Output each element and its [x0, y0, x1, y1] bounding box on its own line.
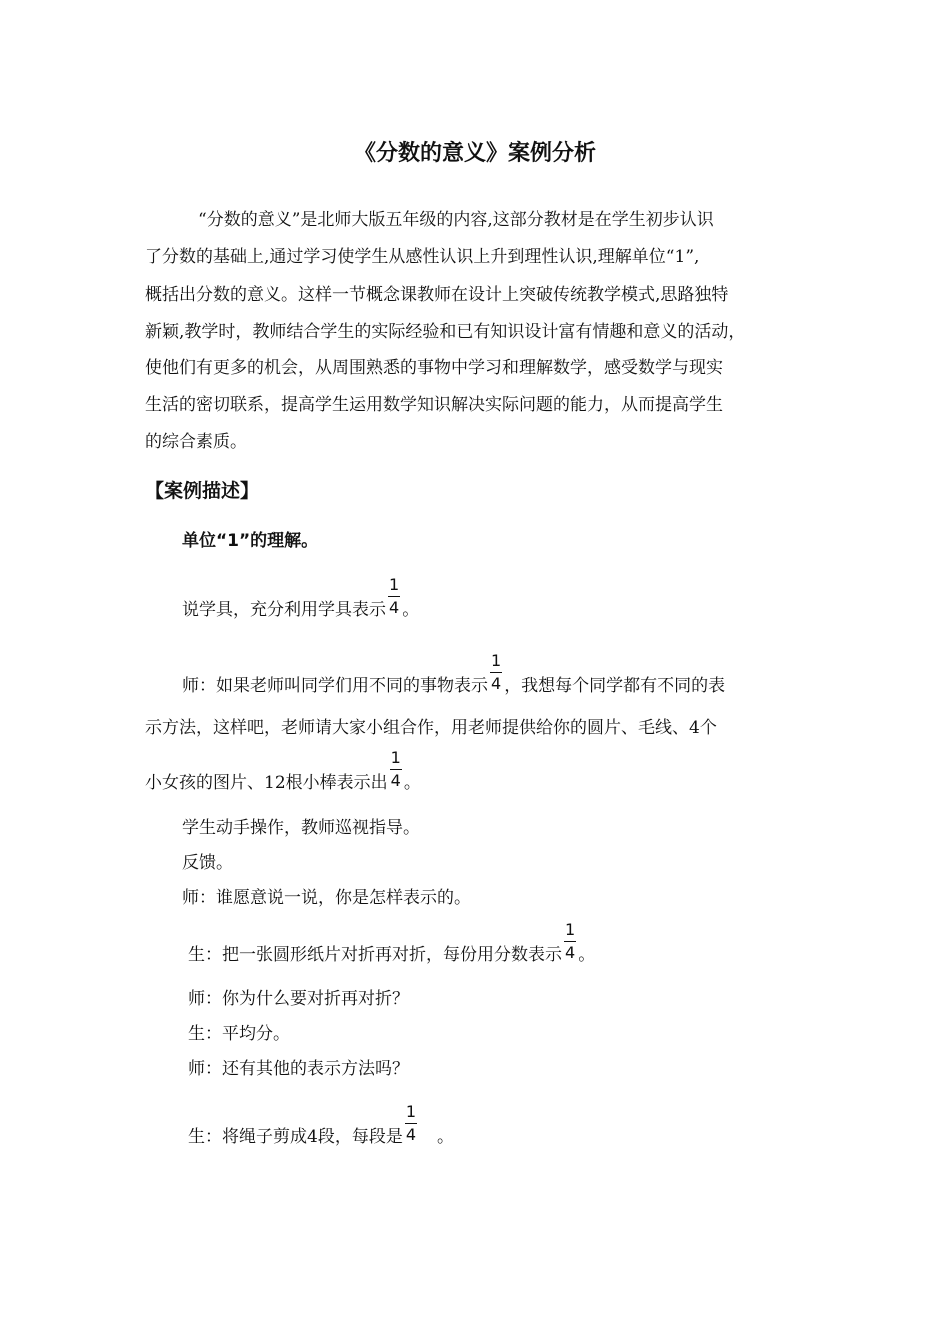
line-text: 。: [403, 773, 421, 793]
line-text: 师：如果老师叫同学们用不同的事物表示: [182, 676, 488, 696]
fraction-denominator: 4: [405, 1125, 417, 1144]
fraction-bar: [390, 769, 402, 770]
dialogue-line: 示方法，这样吧，老师请大家小组合作，用老师提供给你的圆片、毛线、4个: [145, 718, 717, 738]
dialogue-line: [182, 651, 726, 707]
fraction-numerator: 1: [390, 748, 401, 767]
fraction-bar: [564, 941, 576, 942]
section-heading: 【案例描述】: [145, 480, 260, 502]
dialogue-line: [182, 575, 420, 631]
intro-line: 新颖,教学时，教师结合学生的实际经验和已有知识设计富有情趣和意义的活动，: [145, 322, 746, 342]
line-text: 生：将绳子剪成4段，每段是: [188, 1127, 403, 1147]
fraction-numerator: 1: [389, 575, 400, 594]
fraction-one-quarter: [564, 921, 576, 962]
fraction-bar: [388, 596, 400, 597]
fraction-one-quarter: [490, 652, 502, 693]
line-text: 生：把一张圆形纸片对折再对折，每份用分数表示: [188, 945, 562, 965]
intro-line: 生活的密切联系，提高学生运用数学知识解决实际问题的能力，从而提高学生: [145, 395, 723, 415]
dialogue-line: 师：你为什么要对折再对折？: [188, 989, 409, 1009]
fraction-bar: [405, 1123, 417, 1124]
line-text: ，我想每个同学都有不同的表: [504, 676, 726, 696]
line-text: 小女孩的图片、12根小棒表示出: [145, 773, 388, 793]
line-text: 。: [402, 600, 420, 620]
intro-line: “分数的意义”是北师大版五年级的内容,这部分教材是在学生初步认识: [198, 210, 714, 230]
fraction-bar: [490, 672, 502, 673]
dialogue-line: 生：平均分。: [188, 1024, 290, 1044]
page-title: 《分数的意义》案例分析: [353, 141, 596, 166]
fraction-one-quarter: [405, 1103, 417, 1144]
line-text: 。: [578, 945, 596, 965]
dialogue-line: 反馈。: [182, 853, 233, 873]
fraction-numerator: 1: [405, 1102, 417, 1121]
dialogue-line: [188, 1102, 455, 1158]
fraction-denominator: 4: [389, 598, 400, 617]
fraction-one-quarter: [390, 749, 402, 790]
fraction-denominator: 4: [565, 943, 576, 962]
dialogue-line: 师：谁愿意说一说，你是怎样表示的。: [182, 888, 471, 908]
dialogue-line: [145, 748, 421, 804]
line-text: 。: [437, 1127, 455, 1147]
dialogue-line: [188, 920, 596, 976]
fraction-one-quarter: [388, 576, 400, 617]
intro-line: 的综合素质。: [145, 432, 247, 452]
line-text: 说学具，充分利用学具表示: [182, 600, 386, 620]
intro-line: 概括出分数的意义。这样一节概念课教师在设计上突破传统教学模式,思路独特: [145, 285, 729, 305]
subsection-heading: 单位“1”的理解。: [182, 531, 319, 551]
intro-line: 了分数的基础上,通过学习使学生从感性认识上升到理性认识,理解单位“1”,: [145, 247, 700, 267]
fraction-numerator: 1: [491, 651, 502, 670]
fraction-denominator: 4: [491, 674, 502, 693]
fraction-numerator: 1: [565, 920, 576, 939]
intro-line: 使他们有更多的机会，从周围熟悉的事物中学习和理解数学，感受数学与现实: [145, 358, 723, 378]
fraction-denominator: 4: [390, 771, 401, 790]
dialogue-line: 师：还有其他的表示方法吗？: [188, 1059, 409, 1079]
dialogue-line: 学生动手操作，教师巡视指导。: [182, 818, 420, 838]
